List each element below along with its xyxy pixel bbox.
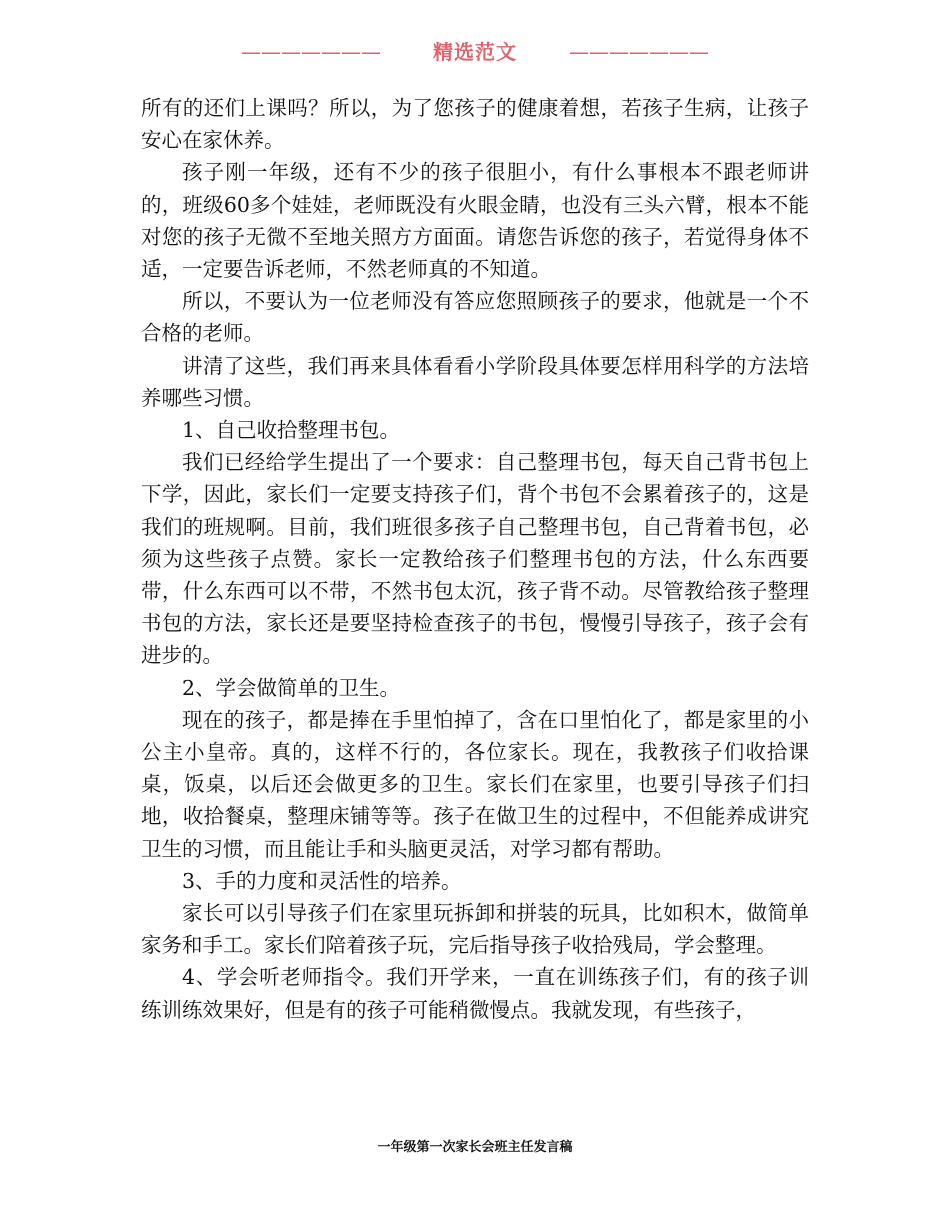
paragraph-8: 4、学会听老师指令。我们开学来，一直在训练孩子们，有的孩子训练训练效果好，但是有的孩子可能稍微慢点。我就发现，有些孩子， bbox=[141, 965, 809, 1022]
header-title: 精选范文 bbox=[433, 40, 517, 64]
paragraph-6: 现在的孩子，都是捧在手里怕掉了，含在口里怕化了，都是家里的小公主小皇帝。真的，这样不行的，各位家长。现在，我教孩子们收拾课桌，饭桌，以后还会做更多的卫生。家长们在家里，也要引导孩子们扫地，收拾餐桌，整理床铺等等。孩子在做卫生的过程中，不但能养成讲究卫生的习惯，而且能让手和头脑更灵活，对学习都有帮助。 bbox=[141, 707, 809, 861]
heading-item-1: 1、自己收拾整理书包。 bbox=[182, 418, 401, 443]
paragraph-2: 孩子刚一年级，还有不少的孩子很胆小，有什么事根本不跟老师讲的，班级60多个娃娃，老师既没有火眼金睛，也没有三头六臂，根本不能对您的孩子无微不至地关照方方面面。请您告诉您的孩子，若觉得身体不适，一定要告诉老师，不然老师真的不知道。 bbox=[141, 160, 809, 282]
header-dash-right: ——————— bbox=[568, 40, 709, 64]
page-header bbox=[0, 36, 950, 65]
paragraph-7: 家长可以引导孩子们在家里玩拆卸和拼装的玩具，比如积木，做简单家务和手工。家长们陪着孩子玩，完后指导孩子收拾残局，学会整理。 bbox=[141, 901, 809, 958]
page-footer: 一年级第一次家长会班主任发言稿 bbox=[377, 1140, 573, 1155]
paragraph-3: 所以，不要认为一位老师没有答应您照顾孩子的要求，他就是一个不合格的老师。 bbox=[141, 289, 809, 346]
document-body bbox=[141, 92, 809, 1026]
heading-item-3: 3、手的力度和灵活性的培养。 bbox=[182, 868, 462, 893]
paragraph-1: 所有的还们上课吗？所以，为了您孩子的健康着想，若孩子生病，让孩子安心在家休养。 bbox=[141, 96, 809, 153]
paragraph-4: 讲清了这些，我们再来具体看看小学阶段具体要怎样用科学的方法培养哪些习惯。 bbox=[141, 353, 809, 410]
heading-item-2: 2、学会做简单的卫生。 bbox=[182, 675, 401, 700]
header-dash-left: ——————— bbox=[241, 40, 382, 64]
paragraph-5: 我们已经给学生提出了一个要求：自己整理书包，每天自己背书包上下学，因此，家长们一定要支持孩子们，背个书包不会累着孩子的，这是我们的班规啊。目前，我们班很多孩子自己整理书包，自己背着书包，必须为这些孩子点赞。家长一定教给孩子们整理书包的方法，什么东西要带，什么东西可以不带，不然书包太沉，孩子背不动。尽管教给孩子整理书包的方法，家长还是要坚持检查孩子的书包，慢慢引导孩子，孩子会有进步的。 bbox=[141, 450, 809, 668]
